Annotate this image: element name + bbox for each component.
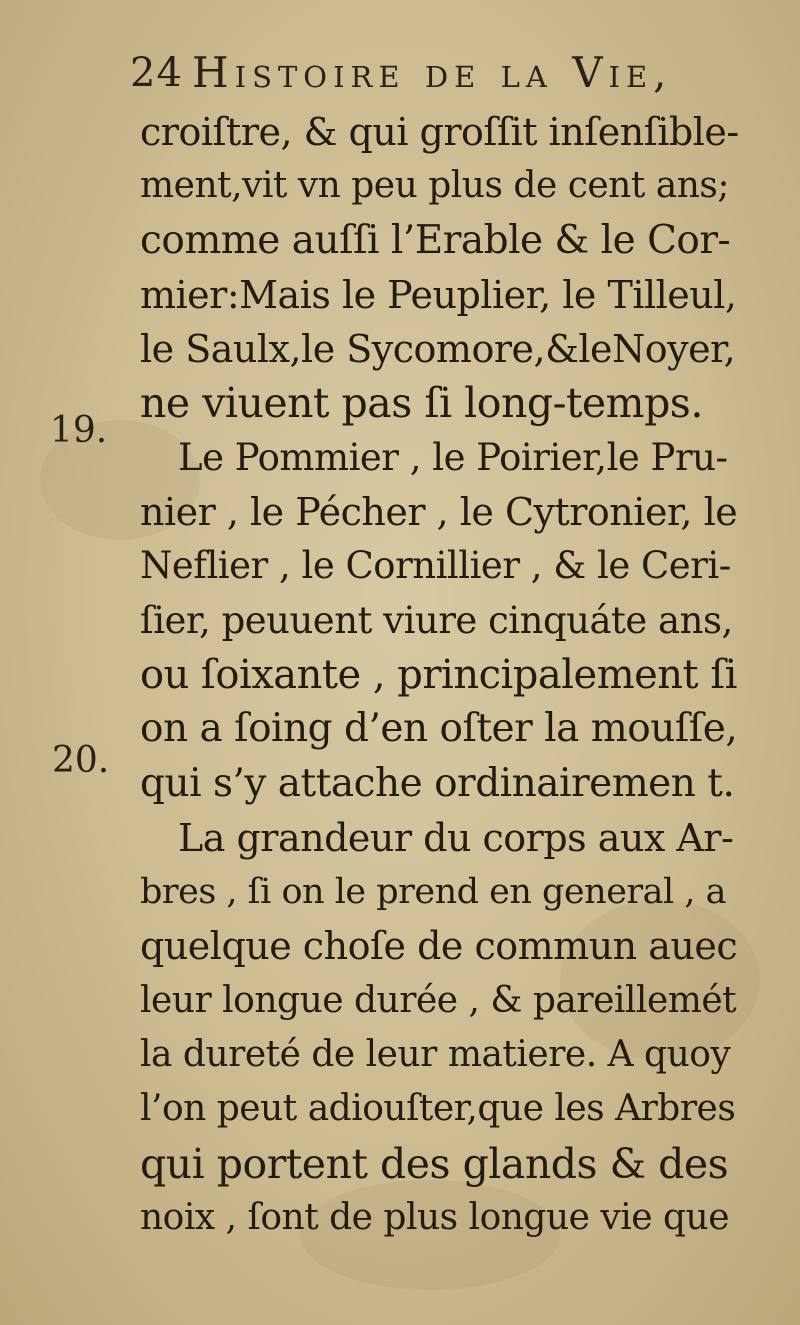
text-line: nier , le Pécher , le Cytronier, le (140, 490, 738, 535)
text-line: noix , ſont de plus longue vie que (140, 1196, 730, 1238)
text-line: on a ſoing d’en oſter la mouſſe, (140, 706, 738, 752)
text-line: la dureté de leur matiere. A quoy (140, 1034, 731, 1076)
text-line: l’on peut adiouſter,que les Arbres (140, 1088, 736, 1130)
body-text (140, 105, 740, 1245)
text-line: Neflier , le Cornillier , & le Ceri- (140, 544, 731, 588)
text-line: ſier, peuuent viure cinquáte ans, (140, 598, 733, 642)
text-line: croiſtre, & qui groſſit inſenſible- (140, 110, 739, 154)
text-line: qui portent des glands & des (140, 1139, 729, 1188)
text-line: La grandeur du corps aux Ar- (178, 815, 734, 860)
page-header (130, 42, 730, 102)
text-line: Le Pommier , le Poirier,le Pru- (178, 435, 728, 479)
text-line: comme auſſi l’Erable & le Cor- (140, 217, 731, 263)
text-line: bres , ſi on le prend en general , a (140, 872, 726, 913)
text-line: le Saulx,le Sycomore,&leNoyer, (140, 327, 736, 372)
text-line: leur longue durée , & pareillemét (140, 979, 737, 1021)
text-line: ment,vit vn peu plus de cent ans; (140, 165, 730, 207)
margin-number-19: 19. (50, 410, 108, 451)
running-title: Histoire de la Vie, (192, 48, 673, 97)
text-line: ou ſoixante , principalement ſi (140, 651, 737, 698)
margin-number-20: 20. (52, 740, 110, 781)
text-line: qui s’y attache ordinairemen t. (140, 760, 735, 806)
text-line: ne viuent pas ſi long-temps. (140, 379, 703, 428)
page-number: 24 (130, 50, 183, 96)
text-line: quelque choſe de commun auec (140, 924, 738, 969)
text-line: mier:Mais le Peuplier, le Tilleul, (140, 272, 737, 317)
